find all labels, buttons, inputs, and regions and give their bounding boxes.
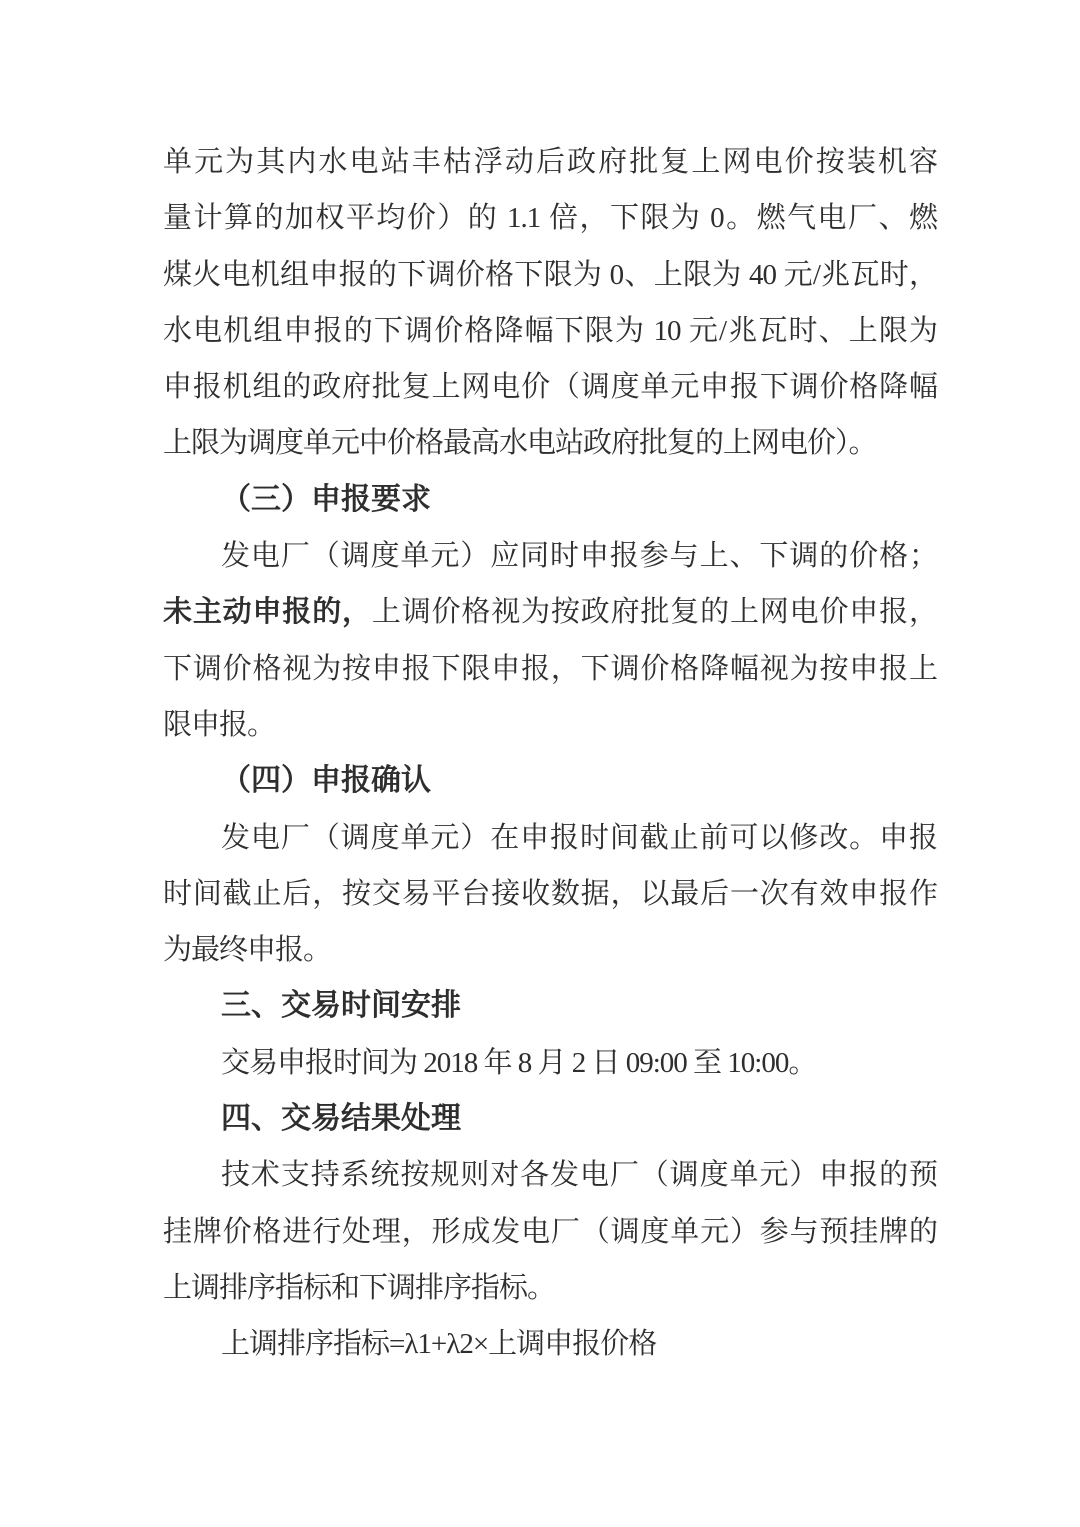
text-line: 技术支持系统按规则对各发电厂（调度单元）申报的预	[221, 1159, 937, 1192]
text-line: 为最终申报。	[163, 934, 332, 967]
text-line: 上调排序指标和下调排序指标。	[163, 1271, 556, 1304]
text-line: 单元为其内水电站丰枯浮动后政府批复上网电价按装机容	[163, 146, 937, 178]
section-heading-jiaoyi-shijian: 三、交易时间安排	[221, 989, 461, 1023]
line-rest: 上调价格视为按政府批复的上网电价申报，	[371, 596, 937, 629]
text-line: 上限为调度单元中价格最高水电站政府批复的上网电价）。	[163, 427, 877, 460]
text-line: 水电机组申报的下调价格降幅下限为 10 元/兆瓦时、上限为	[163, 314, 937, 347]
section-heading-shenbao-yaoqiu: （三）申报要求	[221, 482, 431, 516]
text-line: 发电厂（调度单元）在申报时间截止前可以修改。申报	[221, 821, 937, 854]
formula-line: 上调排序指标=λ1+λ2×上调申报价格	[221, 1328, 657, 1361]
text-line: 限申报。	[163, 708, 276, 741]
text-line: 挂牌价格进行处理，形成发电厂（调度单元）参与预挂牌的	[163, 1215, 937, 1248]
text-line: 下调价格视为按申报下限申报，下调价格降幅视为按申报上	[163, 652, 937, 685]
text-line: 煤火电机组申报的下调价格下限为 0、上限为 40 元/兆瓦时，	[163, 258, 937, 291]
text-line	[163, 584, 937, 640]
text-line: 交易申报时间为 2018 年 8 月 2 日 09:00 至 10:00。	[221, 1046, 817, 1079]
text-line: 时间截止后，按交易平台接收数据，以最后一次有效申报作	[163, 877, 937, 910]
section-heading-jiaoyi-jieguo: 四、交易结果处理	[221, 1102, 461, 1136]
text-line: 发电厂（调度单元）应同时申报参与上、下调的价格；	[221, 540, 937, 573]
section-heading-shenbao-queren: （四）申报确认	[221, 764, 431, 798]
bold-phrase: 未主动申报的，	[163, 596, 372, 629]
text-line: 量计算的加权平均价）的 1.1 倍，下限为 0。燃气电厂、燃	[163, 202, 937, 235]
text-line: 申报机组的政府批复上网电价（调度单元申报下调价格降幅	[163, 371, 937, 404]
